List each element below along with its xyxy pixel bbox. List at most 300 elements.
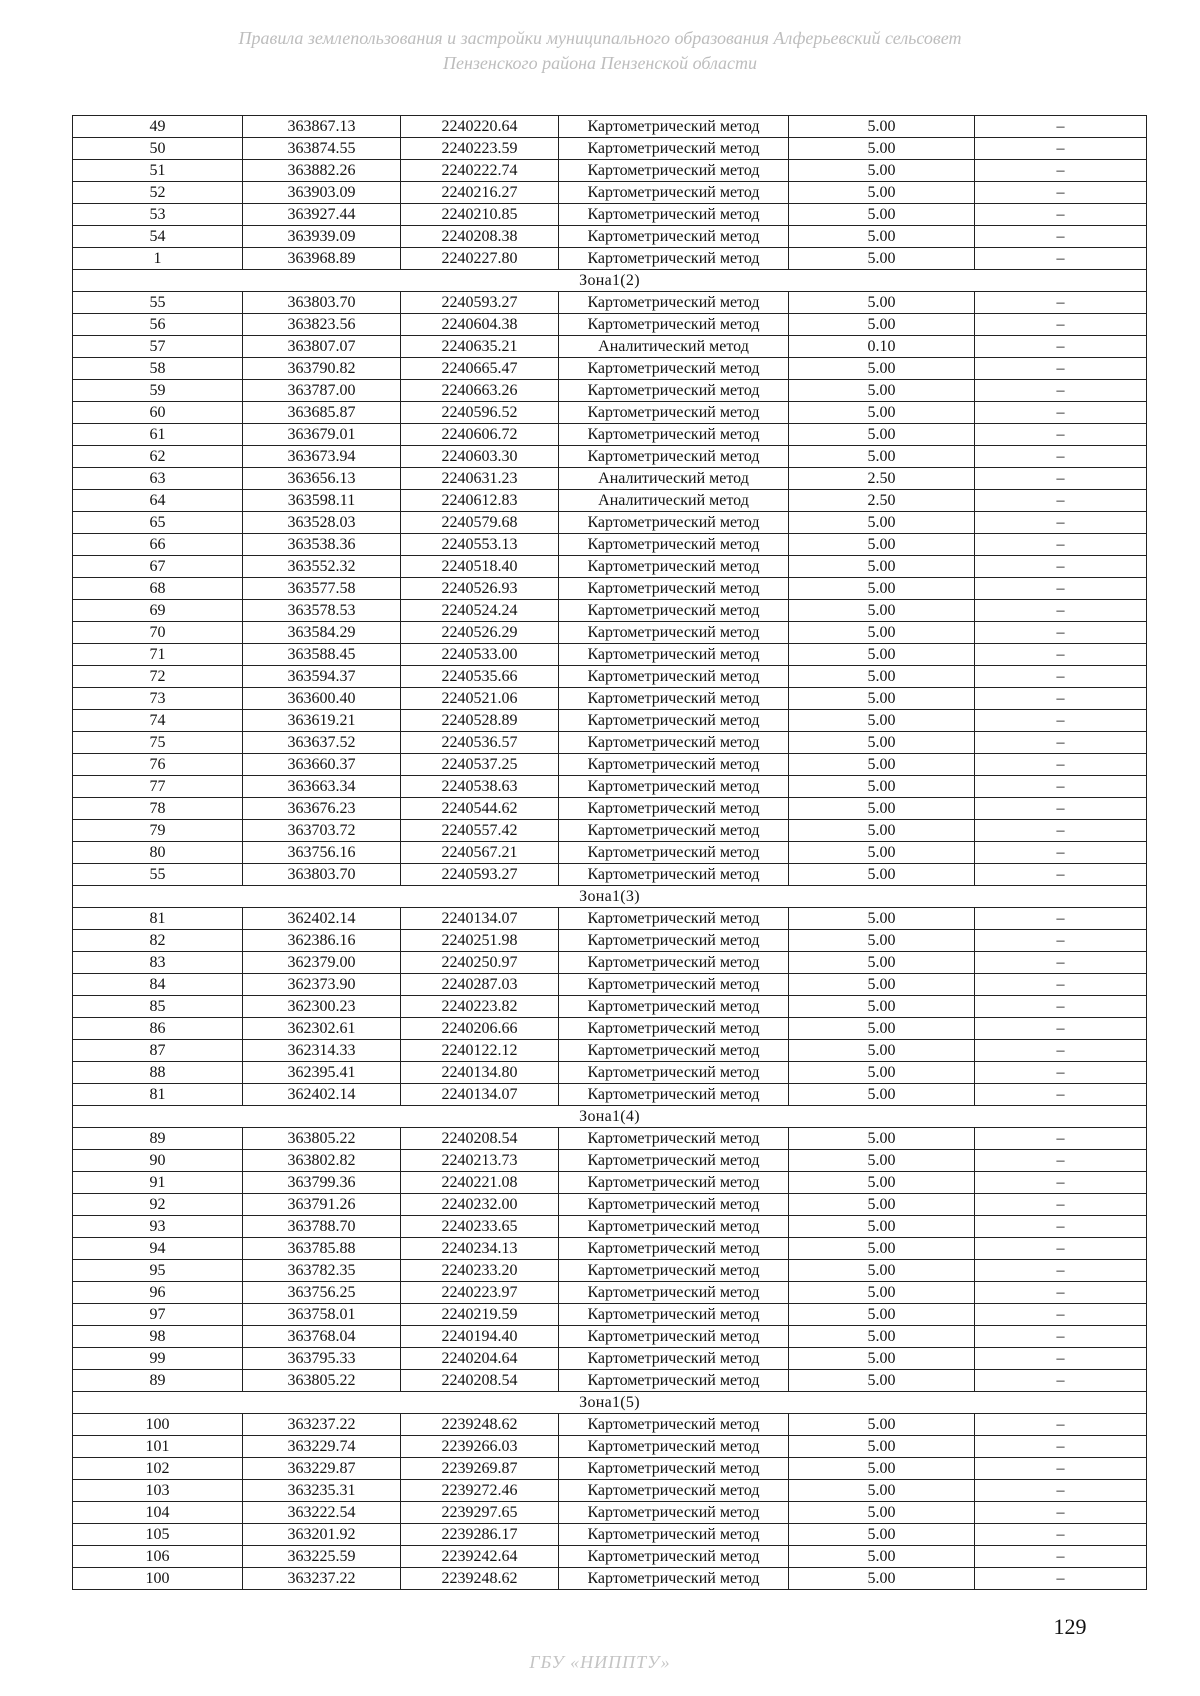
- method-cell: Картометрический метод: [559, 776, 789, 798]
- y-coordinate-cell: 2240524.24: [401, 600, 559, 622]
- accuracy-cell: 5.00: [789, 952, 975, 974]
- accuracy-cell: 5.00: [789, 710, 975, 732]
- description-cell: –: [975, 1018, 1147, 1040]
- point-number-cell: 71: [73, 644, 243, 666]
- accuracy-cell: 5.00: [789, 1260, 975, 1282]
- x-coordinate-cell: 363588.45: [243, 644, 401, 666]
- table-row: [73, 864, 1147, 886]
- method-cell: Картометрический метод: [559, 930, 789, 952]
- point-number-cell: 69: [73, 600, 243, 622]
- accuracy-cell: 2.50: [789, 468, 975, 490]
- method-cell: Картометрический метод: [559, 402, 789, 424]
- table-row: [73, 468, 1147, 490]
- table-row: [73, 1436, 1147, 1458]
- x-coordinate-cell: 362395.41: [243, 1062, 401, 1084]
- x-coordinate-cell: 363578.53: [243, 600, 401, 622]
- accuracy-cell: 5.00: [789, 116, 975, 138]
- point-number-cell: 76: [73, 754, 243, 776]
- accuracy-cell: 5.00: [789, 1062, 975, 1084]
- description-cell: –: [975, 578, 1147, 600]
- accuracy-cell: 5.00: [789, 644, 975, 666]
- method-cell: Картометрический метод: [559, 1502, 789, 1524]
- method-cell: Картометрический метод: [559, 1480, 789, 1502]
- point-number-cell: 58: [73, 358, 243, 380]
- accuracy-cell: 5.00: [789, 1040, 975, 1062]
- accuracy-cell: 5.00: [789, 578, 975, 600]
- description-cell: –: [975, 1040, 1147, 1062]
- y-coordinate-cell: 2240665.47: [401, 358, 559, 380]
- method-cell: Картометрический метод: [559, 512, 789, 534]
- x-coordinate-cell: 363676.23: [243, 798, 401, 820]
- y-coordinate-cell: 2240223.59: [401, 138, 559, 160]
- y-coordinate-cell: 2240208.54: [401, 1128, 559, 1150]
- y-coordinate-cell: 2239248.62: [401, 1414, 559, 1436]
- point-number-cell: 53: [73, 204, 243, 226]
- table-row: [73, 1304, 1147, 1326]
- y-coordinate-cell: 2240222.74: [401, 160, 559, 182]
- y-coordinate-cell: 2240663.26: [401, 380, 559, 402]
- point-number-cell: 100: [73, 1414, 243, 1436]
- table-row: [73, 622, 1147, 644]
- y-coordinate-cell: 2240250.97: [401, 952, 559, 974]
- method-cell: Картометрический метод: [559, 204, 789, 226]
- method-cell: Картометрический метод: [559, 248, 789, 270]
- description-cell: –: [975, 160, 1147, 182]
- method-cell: Картометрический метод: [559, 1216, 789, 1238]
- point-number-cell: 102: [73, 1458, 243, 1480]
- y-coordinate-cell: 2240526.29: [401, 622, 559, 644]
- method-cell: Картометрический метод: [559, 138, 789, 160]
- description-cell: –: [975, 1216, 1147, 1238]
- point-number-cell: 63: [73, 468, 243, 490]
- method-cell: Картометрический метод: [559, 1568, 789, 1590]
- table-row: [73, 930, 1147, 952]
- method-cell: Картометрический метод: [559, 1172, 789, 1194]
- method-cell: Картометрический метод: [559, 1370, 789, 1392]
- y-coordinate-cell: 2240194.40: [401, 1326, 559, 1348]
- method-cell: Картометрический метод: [559, 446, 789, 468]
- point-number-cell: 66: [73, 534, 243, 556]
- point-number-cell: 55: [73, 292, 243, 314]
- point-number-cell: 87: [73, 1040, 243, 1062]
- zone-header-row: [73, 1392, 1147, 1414]
- accuracy-cell: 5.00: [789, 1458, 975, 1480]
- x-coordinate-cell: 363598.11: [243, 490, 401, 512]
- accuracy-cell: 5.00: [789, 226, 975, 248]
- method-cell: Картометрический метод: [559, 358, 789, 380]
- x-coordinate-cell: 362373.90: [243, 974, 401, 996]
- accuracy-cell: 5.00: [789, 1502, 975, 1524]
- accuracy-cell: 5.00: [789, 1348, 975, 1370]
- y-coordinate-cell: 2240220.64: [401, 116, 559, 138]
- accuracy-cell: 5.00: [789, 600, 975, 622]
- x-coordinate-cell: 363803.70: [243, 292, 401, 314]
- x-coordinate-cell: 363788.70: [243, 1216, 401, 1238]
- point-number-cell: 93: [73, 1216, 243, 1238]
- y-coordinate-cell: 2240232.00: [401, 1194, 559, 1216]
- accuracy-cell: 5.00: [789, 358, 975, 380]
- table-row: [73, 1282, 1147, 1304]
- y-coordinate-cell: 2240535.66: [401, 666, 559, 688]
- description-cell: –: [975, 1436, 1147, 1458]
- point-number-cell: 89: [73, 1370, 243, 1392]
- x-coordinate-cell: 363939.09: [243, 226, 401, 248]
- x-coordinate-cell: 362302.61: [243, 1018, 401, 1040]
- table-row: [73, 336, 1147, 358]
- y-coordinate-cell: 2239248.62: [401, 1568, 559, 1590]
- table-row: [73, 776, 1147, 798]
- page-number: 129: [1053, 1614, 1087, 1639]
- accuracy-cell: 5.00: [789, 1084, 975, 1106]
- y-coordinate-cell: 2240593.27: [401, 292, 559, 314]
- y-coordinate-cell: 2240204.64: [401, 1348, 559, 1370]
- point-number-cell: 78: [73, 798, 243, 820]
- point-number-cell: 81: [73, 1084, 243, 1106]
- method-cell: Картометрический метод: [559, 644, 789, 666]
- point-number-cell: 55: [73, 864, 243, 886]
- y-coordinate-cell: 2240221.08: [401, 1172, 559, 1194]
- description-cell: –: [975, 358, 1147, 380]
- description-cell: –: [975, 1238, 1147, 1260]
- y-coordinate-cell: 2240134.07: [401, 1084, 559, 1106]
- x-coordinate-cell: 363802.82: [243, 1150, 401, 1172]
- y-coordinate-cell: 2240208.54: [401, 1370, 559, 1392]
- x-coordinate-cell: 363882.26: [243, 160, 401, 182]
- description-cell: –: [975, 182, 1147, 204]
- accuracy-cell: 5.00: [789, 512, 975, 534]
- method-cell: Картометрический метод: [559, 182, 789, 204]
- description-cell: –: [975, 688, 1147, 710]
- accuracy-cell: 5.00: [789, 754, 975, 776]
- description-cell: –: [975, 1172, 1147, 1194]
- accuracy-cell: 5.00: [789, 776, 975, 798]
- point-number-cell: 101: [73, 1436, 243, 1458]
- table-row: [73, 1216, 1147, 1238]
- table-row: [73, 908, 1147, 930]
- description-cell: –: [975, 1150, 1147, 1172]
- table-row: [73, 974, 1147, 996]
- table-row: [73, 402, 1147, 424]
- description-cell: –: [975, 974, 1147, 996]
- point-number-cell: 56: [73, 314, 243, 336]
- point-number-cell: 98: [73, 1326, 243, 1348]
- x-coordinate-cell: 363790.82: [243, 358, 401, 380]
- x-coordinate-cell: 363756.16: [243, 842, 401, 864]
- method-cell: Картометрический метод: [559, 292, 789, 314]
- table-row: [73, 1172, 1147, 1194]
- accuracy-cell: 5.00: [789, 1282, 975, 1304]
- accuracy-cell: 5.00: [789, 1216, 975, 1238]
- table-row: [73, 556, 1147, 578]
- accuracy-cell: 5.00: [789, 138, 975, 160]
- x-coordinate-cell: 363594.37: [243, 666, 401, 688]
- description-cell: –: [975, 1304, 1147, 1326]
- y-coordinate-cell: 2240596.52: [401, 402, 559, 424]
- description-cell: –: [975, 1326, 1147, 1348]
- zone-header-row: [73, 886, 1147, 908]
- point-number-cell: 51: [73, 160, 243, 182]
- x-coordinate-cell: 362402.14: [243, 1084, 401, 1106]
- accuracy-cell: 5.00: [789, 292, 975, 314]
- description-cell: –: [975, 776, 1147, 798]
- point-number-cell: 92: [73, 1194, 243, 1216]
- table-row: [73, 292, 1147, 314]
- accuracy-cell: 5.00: [789, 1414, 975, 1436]
- accuracy-cell: 5.00: [789, 820, 975, 842]
- point-number-cell: 60: [73, 402, 243, 424]
- y-coordinate-cell: 2240227.80: [401, 248, 559, 270]
- x-coordinate-cell: 363799.36: [243, 1172, 401, 1194]
- method-cell: Картометрический метод: [559, 160, 789, 182]
- point-number-cell: 73: [73, 688, 243, 710]
- method-cell: Картометрический метод: [559, 820, 789, 842]
- y-coordinate-cell: 2240533.00: [401, 644, 559, 666]
- description-cell: –: [975, 556, 1147, 578]
- x-coordinate-cell: 363823.56: [243, 314, 401, 336]
- table-row: [73, 1326, 1147, 1348]
- accuracy-cell: 5.00: [789, 424, 975, 446]
- description-cell: –: [975, 864, 1147, 886]
- description-cell: –: [975, 1062, 1147, 1084]
- method-cell: Картометрический метод: [559, 1414, 789, 1436]
- x-coordinate-cell: 363807.07: [243, 336, 401, 358]
- table-row: [73, 1040, 1147, 1062]
- method-cell: Картометрический метод: [559, 578, 789, 600]
- y-coordinate-cell: 2240233.20: [401, 1260, 559, 1282]
- y-coordinate-cell: 2239269.87: [401, 1458, 559, 1480]
- y-coordinate-cell: 2240251.98: [401, 930, 559, 952]
- table-row: [73, 952, 1147, 974]
- x-coordinate-cell: 363867.13: [243, 116, 401, 138]
- method-cell: Картометрический метод: [559, 424, 789, 446]
- method-cell: Картометрический метод: [559, 1238, 789, 1260]
- table-row: [73, 1194, 1147, 1216]
- table-row: [73, 1238, 1147, 1260]
- method-cell: Аналитический метод: [559, 468, 789, 490]
- x-coordinate-cell: 363756.25: [243, 1282, 401, 1304]
- description-cell: –: [975, 1524, 1147, 1546]
- method-cell: Аналитический метод: [559, 490, 789, 512]
- table-row: [73, 1084, 1147, 1106]
- x-coordinate-cell: 363968.89: [243, 248, 401, 270]
- point-number-cell: 86: [73, 1018, 243, 1040]
- table-row: [73, 512, 1147, 534]
- point-number-cell: 103: [73, 1480, 243, 1502]
- y-coordinate-cell: 2240557.42: [401, 820, 559, 842]
- table-row: [73, 1128, 1147, 1150]
- y-coordinate-cell: 2239266.03: [401, 1436, 559, 1458]
- accuracy-cell: 5.00: [789, 622, 975, 644]
- x-coordinate-cell: 363577.58: [243, 578, 401, 600]
- method-cell: Картометрический метод: [559, 1348, 789, 1370]
- description-cell: –: [975, 1502, 1147, 1524]
- point-number-cell: 64: [73, 490, 243, 512]
- footer-organization: ГБУ «НИППТУ»: [529, 1652, 671, 1672]
- accuracy-cell: 5.00: [789, 688, 975, 710]
- accuracy-cell: 5.00: [789, 908, 975, 930]
- table-row: [73, 380, 1147, 402]
- point-number-cell: 80: [73, 842, 243, 864]
- coordinates-table: [72, 115, 1147, 1590]
- method-cell: Картометрический метод: [559, 732, 789, 754]
- y-coordinate-cell: 2240579.68: [401, 512, 559, 534]
- y-coordinate-cell: 2240604.38: [401, 314, 559, 336]
- y-coordinate-cell: 2240234.13: [401, 1238, 559, 1260]
- document-header: [150, 26, 1050, 76]
- description-cell: –: [975, 116, 1147, 138]
- method-cell: Картометрический метод: [559, 534, 789, 556]
- method-cell: Картометрический метод: [559, 710, 789, 732]
- method-cell: Картометрический метод: [559, 1018, 789, 1040]
- table-row: [73, 578, 1147, 600]
- table-row: [73, 666, 1147, 688]
- accuracy-cell: 5.00: [789, 446, 975, 468]
- accuracy-cell: 5.00: [789, 1326, 975, 1348]
- x-coordinate-cell: 362314.33: [243, 1040, 401, 1062]
- description-cell: –: [975, 1546, 1147, 1568]
- description-cell: –: [975, 204, 1147, 226]
- x-coordinate-cell: 363685.87: [243, 402, 401, 424]
- accuracy-cell: 5.00: [789, 314, 975, 336]
- description-cell: –: [975, 908, 1147, 930]
- description-cell: –: [975, 666, 1147, 688]
- x-coordinate-cell: 363795.33: [243, 1348, 401, 1370]
- description-cell: –: [975, 754, 1147, 776]
- method-cell: Картометрический метод: [559, 908, 789, 930]
- point-number-cell: 50: [73, 138, 243, 160]
- description-cell: –: [975, 248, 1147, 270]
- description-cell: –: [975, 1414, 1147, 1436]
- method-cell: Картометрический метод: [559, 1282, 789, 1304]
- y-coordinate-cell: 2240208.38: [401, 226, 559, 248]
- x-coordinate-cell: 363222.54: [243, 1502, 401, 1524]
- method-cell: Картометрический метод: [559, 1084, 789, 1106]
- point-number-cell: 65: [73, 512, 243, 534]
- method-cell: Картометрический метод: [559, 622, 789, 644]
- accuracy-cell: 5.00: [789, 380, 975, 402]
- method-cell: Картометрический метод: [559, 1546, 789, 1568]
- accuracy-cell: 5.00: [789, 534, 975, 556]
- x-coordinate-cell: 363656.13: [243, 468, 401, 490]
- method-cell: Аналитический метод: [559, 336, 789, 358]
- table-row: [73, 1458, 1147, 1480]
- description-cell: –: [975, 710, 1147, 732]
- accuracy-cell: 5.00: [789, 1370, 975, 1392]
- x-coordinate-cell: 363927.44: [243, 204, 401, 226]
- y-coordinate-cell: 2240223.97: [401, 1282, 559, 1304]
- description-cell: –: [975, 314, 1147, 336]
- table-row: [73, 160, 1147, 182]
- y-coordinate-cell: 2240631.23: [401, 468, 559, 490]
- point-number-cell: 49: [73, 116, 243, 138]
- y-coordinate-cell: 2240536.57: [401, 732, 559, 754]
- x-coordinate-cell: 363229.87: [243, 1458, 401, 1480]
- y-coordinate-cell: 2240287.03: [401, 974, 559, 996]
- y-coordinate-cell: 2240593.27: [401, 864, 559, 886]
- y-coordinate-cell: 2240528.89: [401, 710, 559, 732]
- y-coordinate-cell: 2240553.13: [401, 534, 559, 556]
- point-number-cell: 72: [73, 666, 243, 688]
- x-coordinate-cell: 363758.01: [243, 1304, 401, 1326]
- header-line-1: Правила землепользования и застройки муниципального образования Алферьевский сельсовет: [238, 28, 962, 48]
- zone-label: Зона1(3): [73, 886, 1147, 908]
- method-cell: Картометрический метод: [559, 1150, 789, 1172]
- x-coordinate-cell: 362379.00: [243, 952, 401, 974]
- y-coordinate-cell: 2240219.59: [401, 1304, 559, 1326]
- y-coordinate-cell: 2240538.63: [401, 776, 559, 798]
- point-number-cell: 79: [73, 820, 243, 842]
- point-number-cell: 83: [73, 952, 243, 974]
- description-cell: –: [975, 512, 1147, 534]
- point-number-cell: 95: [73, 1260, 243, 1282]
- table-row: [73, 1524, 1147, 1546]
- point-number-cell: 67: [73, 556, 243, 578]
- x-coordinate-cell: 363663.34: [243, 776, 401, 798]
- accuracy-cell: 5.00: [789, 556, 975, 578]
- x-coordinate-cell: 363637.52: [243, 732, 401, 754]
- table-row: [73, 1546, 1147, 1568]
- y-coordinate-cell: 2240122.12: [401, 1040, 559, 1062]
- accuracy-cell: 5.00: [789, 1238, 975, 1260]
- accuracy-cell: 5.00: [789, 666, 975, 688]
- x-coordinate-cell: 363791.26: [243, 1194, 401, 1216]
- table-row: [73, 1348, 1147, 1370]
- method-cell: Картометрический метод: [559, 842, 789, 864]
- table-row: [73, 1018, 1147, 1040]
- description-cell: –: [975, 1480, 1147, 1502]
- x-coordinate-cell: 363660.37: [243, 754, 401, 776]
- point-number-cell: 106: [73, 1546, 243, 1568]
- description-cell: –: [975, 1194, 1147, 1216]
- method-cell: Картометрический метод: [559, 688, 789, 710]
- accuracy-cell: 5.00: [789, 1480, 975, 1502]
- table-row: [73, 644, 1147, 666]
- description-cell: –: [975, 930, 1147, 952]
- accuracy-cell: 2.50: [789, 490, 975, 512]
- y-coordinate-cell: 2240612.83: [401, 490, 559, 512]
- point-number-cell: 77: [73, 776, 243, 798]
- accuracy-cell: 5.00: [789, 160, 975, 182]
- accuracy-cell: 5.00: [789, 402, 975, 424]
- accuracy-cell: 5.00: [789, 1304, 975, 1326]
- y-coordinate-cell: 2240521.06: [401, 688, 559, 710]
- description-cell: –: [975, 1260, 1147, 1282]
- y-coordinate-cell: 2240223.82: [401, 996, 559, 1018]
- point-number-cell: 105: [73, 1524, 243, 1546]
- point-number-cell: 94: [73, 1238, 243, 1260]
- zone-header-row: [73, 1106, 1147, 1128]
- x-coordinate-cell: 363528.03: [243, 512, 401, 534]
- x-coordinate-cell: 363805.22: [243, 1128, 401, 1150]
- table-row: [73, 358, 1147, 380]
- point-number-cell: 54: [73, 226, 243, 248]
- y-coordinate-cell: 2240567.21: [401, 842, 559, 864]
- table-row: [73, 732, 1147, 754]
- accuracy-cell: 5.00: [789, 1568, 975, 1590]
- description-cell: –: [975, 1348, 1147, 1370]
- header-line-2: Пензенского района Пензенской области: [442, 53, 758, 73]
- description-cell: –: [975, 820, 1147, 842]
- x-coordinate-cell: 363552.32: [243, 556, 401, 578]
- accuracy-cell: 5.00: [789, 1150, 975, 1172]
- x-coordinate-cell: 363538.36: [243, 534, 401, 556]
- description-cell: –: [975, 336, 1147, 358]
- method-cell: Картометрический метод: [559, 1524, 789, 1546]
- point-number-cell: 75: [73, 732, 243, 754]
- method-cell: Картометрический метод: [559, 1128, 789, 1150]
- method-cell: Картометрический метод: [559, 798, 789, 820]
- accuracy-cell: 5.00: [789, 732, 975, 754]
